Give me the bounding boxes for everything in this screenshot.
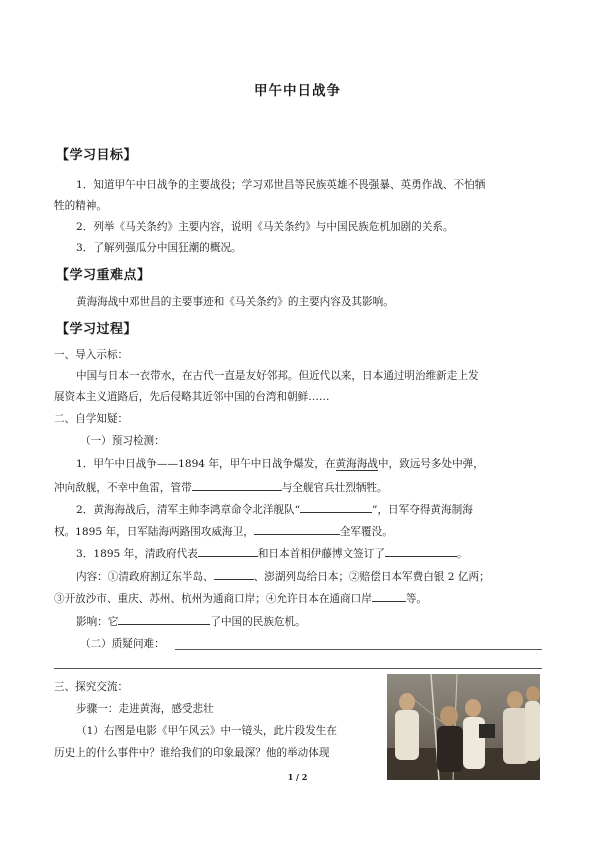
answer-blank[interactable] <box>300 501 372 513</box>
question-2-text-b: ”，日军夺得黄海制海 <box>372 504 473 516</box>
treaty-content-line-1 <box>76 568 490 584</box>
intro-line-2: 展资本主义道路后，先后侵略其近邻中国的台湾和朝鲜…… <box>54 391 330 403</box>
question-1-text-b: 中，致远号多处中弹， <box>377 458 484 470</box>
page-number: 1 / 2 <box>287 772 308 782</box>
question-2-line-2 <box>54 523 393 539</box>
answer-blank[interactable] <box>118 613 210 625</box>
intro-line-1: 中国与日本一衣带水，在古代一直是友好邻邦。但近代以来，日本通过明治维新走上发 <box>76 370 479 382</box>
treaty-content-a: 内容：①清政府割辽东半岛、 <box>76 571 214 583</box>
objective-3: 3．了解列强瓜分中国狂潮的概况。 <box>76 242 242 254</box>
answer-blank[interactable] <box>192 479 282 491</box>
question-2-text-c: 权。1895 年，日军陆海两路围攻威海卫， <box>54 526 254 538</box>
question-1-text-a: 1．甲午中日战争——1894 年，甲午中日战争爆发，在 <box>76 458 336 470</box>
section-divider <box>54 668 542 669</box>
question-2-text-a: 2．黄海海战后，清军主帅李鸿章命令北洋舰队“ <box>76 504 301 516</box>
question-2-line-1 <box>76 501 473 517</box>
answer-blank[interactable] <box>198 545 258 557</box>
question-2-text-d: 全军覆没。 <box>339 526 393 538</box>
answer-line[interactable] <box>175 649 542 650</box>
treaty-content-d: 等。 <box>405 593 427 605</box>
treaty-content-b: 、澎湖列岛给日本；②赔偿日本军费白银 2 亿两； <box>253 571 490 583</box>
film-still-image <box>387 674 540 780</box>
question-1-text-d: 与全舰官兵壮烈牺牲。 <box>281 482 388 494</box>
question-1-line-1 <box>76 457 484 471</box>
question-label: （二）质疑问难： <box>80 638 165 650</box>
explore-question-line-2: 历史上的什么事件中？谁给我们的印象最深？他的举动体现 <box>54 747 330 759</box>
question-3-text-b: 和日本首相伊藤博文签订了 <box>257 548 385 560</box>
film-still-drawing <box>387 674 540 780</box>
key-points-heading: 【学习重难点】 <box>56 268 151 283</box>
self-study-label: 二、自学知疑： <box>54 413 129 425</box>
objective-2: 2．列举《马关条约》主要内容，说明《马关条约》与中国民族危机加剧的关系。 <box>76 221 454 233</box>
question-1-text-c: 冲向敌舰，不幸中鱼雷，管带 <box>54 482 192 494</box>
question-1-line-2 <box>54 479 388 495</box>
intro-label: 一、导入示标： <box>54 349 129 361</box>
objective-1-line-1: 1．知道甲午中日战争的主要战役；学习邓世昌等民族英雄不畏强暴、英勇作战、不怕牺 <box>76 179 486 191</box>
explore-question-line-1: （1）右图是电影《甲午风云》中一镜头，此片段发生在 <box>76 725 337 737</box>
step-1: 步骤一：走进黄海，感受悲壮 <box>76 703 214 715</box>
explore-label: 三、探究交流： <box>54 681 129 693</box>
key-points-text: 黄海海战中邓世昌的主要事迹和《马关条约》的主要内容及其影响。 <box>76 296 394 308</box>
impact-text-a: 影响：它 <box>76 616 119 628</box>
question-3 <box>76 545 468 561</box>
answer-blank[interactable] <box>254 523 340 535</box>
answer-blank[interactable] <box>372 590 406 602</box>
treaty-content-c: ③开放沙市、重庆、苏州、杭州为通商口岸；④允许日本在通商口岸 <box>54 593 372 605</box>
treaty-content-line-2 <box>54 590 427 606</box>
underlined-term: 黄海海战 <box>335 458 378 470</box>
answer-blank[interactable] <box>385 545 457 557</box>
question-3-text-a: 3．1895 年，清政府代表 <box>76 548 198 560</box>
objectives-heading: 【学习目标】 <box>56 148 138 163</box>
impact-text-b: 了中国的民族危机。 <box>210 616 306 628</box>
page-title: 甲午中日战争 <box>254 83 341 99</box>
impact-line <box>76 613 306 629</box>
preview-label: （一）预习检测： <box>80 435 165 447</box>
question-3-text-c: 。 <box>456 548 468 560</box>
answer-blank[interactable] <box>214 568 254 580</box>
process-heading: 【学习过程】 <box>56 322 138 337</box>
objective-1-line-2: 牲的精神。 <box>54 200 107 212</box>
